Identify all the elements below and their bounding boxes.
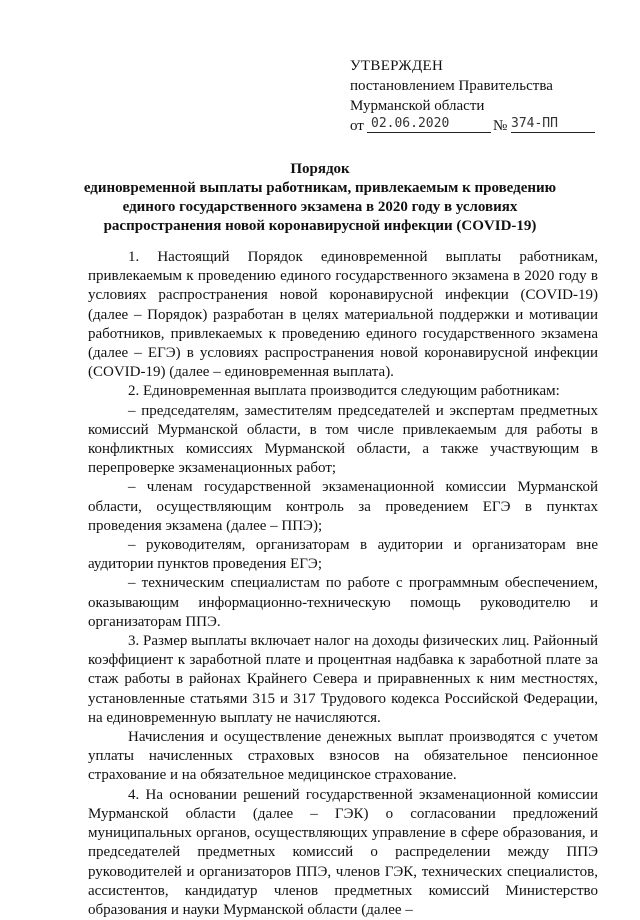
approval-date-row xyxy=(350,116,600,136)
document-body xyxy=(88,248,598,920)
paragraph-7: 3. Размер выплаты включает налог на доходы физических лиц. Районный коэффициент к заработной плате и процентная надбавка к заработной плате за стаж работы в районах Крайнего Севера и приравненных к ним местностях, установленные статьями 315 и 317 Трудового кодекса Российской Федерации, на единовременную выплату не начисляются. xyxy=(88,633,598,726)
approval-block xyxy=(350,56,600,136)
paragraph-3: – председателям, заместителям председателей и экспертам предметных комиссий Мурманской области, в том числе привлекаемым для работы в конфликтных комиссиях Мурманской области, а также участвующим в перепроверке экзаменационных работ; xyxy=(88,402,598,477)
approval-number-sign: № xyxy=(493,118,508,134)
paragraph-2: 2. Единовременная выплата производится следующим работникам: xyxy=(128,383,560,400)
approval-authority: постановлением Правительства xyxy=(350,78,553,94)
approval-date: 02.06.2020 xyxy=(367,114,491,133)
approval-title: УТВЕРЖДЕН xyxy=(350,58,444,74)
heading-line-3: единого государственного экзамена в 2020 году в условиях xyxy=(122,199,518,215)
paragraph-4: – членам государственной экзаменационной комиссии Мурманской области, осуществляющим контроль за проведением ЕГЭ в пунктах проведения экзамена (далее – ППЭ); xyxy=(88,479,598,534)
paragraph-6: – техническим специалистам по работе с программным обеспечением, оказывающим информационно-техническую помощь руководителю и организаторам ППЭ. xyxy=(88,575,598,630)
heading-line-1: Порядок xyxy=(290,161,350,177)
approval-number: 374-ПП xyxy=(511,114,595,133)
paragraph-8: Начисления и осуществление денежных выплат производятся с учетом уплаты начисленных страховых взносов на обязательное пенсионное страхование и на обязательное медицинское страхование. xyxy=(88,729,598,784)
approval-ot-label: от xyxy=(350,118,364,134)
approval-region: Мурманской области xyxy=(350,98,485,114)
document-heading xyxy=(80,160,560,236)
paragraph-1: 1. Настоящий Порядок единовременной выплаты работникам, привлекаемым к проведению единого государственного экзамена в 2020 году в условиях распространения новой коронавирусной инфекции (COVID-19) (далее – Порядок) разработан в целях материальной поддержки и мотивации работников, привлекаемых к проведению единого государственного экзамена (далее – ЕГЭ) в условиях распространения новой коронавирусной инфекции (COVID-19) (далее – единовременная выплата). xyxy=(88,249,598,381)
heading-line-4: распространения новой коронавирусной инфекции (COVID-19) xyxy=(103,218,537,234)
paragraph-5: – руководителям, организаторам в аудитории и организаторам вне аудитории пунктов проведения ЕГЭ; xyxy=(88,537,598,573)
paragraph-9: 4. На основании решений государственной экзаменационной комиссии Мурманской области (далее – ГЭК) о согласовании предложений муниципальных органов, осуществляющих управление в сфере образования, и председателей предметных комиссий о распределении между ППЭ руководителей и организаторов ППЭ, членов ГЭК, технических специалистов, ассистентов, кандидатур членов предметных комиссий Министерство образования и науки Мурманской области (далее – xyxy=(88,786,598,918)
heading-line-2: единовременной выплаты работникам, привлекаемым к проведению xyxy=(83,180,557,196)
